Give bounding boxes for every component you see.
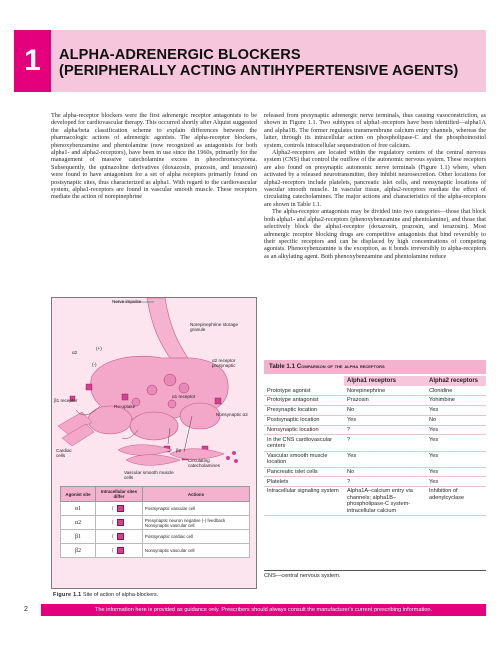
terminal-bulb-left [88, 406, 132, 434]
table-cell: Yes [426, 425, 486, 435]
legend-row [61, 530, 250, 544]
legend-row [61, 516, 250, 530]
figure-1-1 [51, 297, 257, 589]
paragraph: The alpha-receptor antagonists may be divided into two categories—those that block both alpha1- and alpha2-receptors (phenoxybenzamine and phentolamine), and those that selectively block the alpha1-receptor (doxazosin, prazosin, and terazosin). Most adrenergic receptor blocking drugs are competitive antagonists that bind reversibly to their specific receptors and can be displaced by high concentrations of competing agonists. Phenoxybenzamine is the exception, as it bonds irreversibly to alpha-receptors as an alkylating agent. Both phenoxybenzamine and phentolamine reduce [264, 208, 486, 260]
title-line-1: ALPHA-ADRENERGIC BLOCKERS [59, 47, 301, 63]
granule [168, 400, 176, 408]
legend-brace: { [96, 502, 143, 516]
receptor-alpha2-pre [86, 384, 92, 390]
label-alpha2: α2 [72, 350, 78, 355]
label-beta2: β2 [176, 448, 182, 453]
figure-legend-table [60, 486, 250, 558]
table-cell: Yes [344, 451, 426, 467]
terminal-bulb-right [180, 403, 220, 429]
nerve-axon [147, 298, 188, 358]
label-alpha1-receptor: α1 receptor [172, 394, 196, 399]
legend-brace: { [96, 516, 143, 530]
chapter-number-tab: 1 [14, 30, 51, 92]
table-row-label: Intracellular signaling system [264, 487, 344, 516]
legend-row [61, 544, 250, 558]
table-title-bar [264, 360, 486, 374]
table-cell: Yes [426, 467, 486, 477]
label-storage-granule: Norepinephrine storage granule [190, 322, 239, 333]
legend-row [61, 502, 250, 516]
page-number: 2 [24, 606, 28, 613]
table-cell: ? [344, 435, 426, 451]
table-cell: No [344, 467, 426, 477]
paragraph: Alpha2-receptors are located within the regulatory centers of the central nervous system (CNS) that control the outflow of the autonomic nervous system. These receptors are also found on presynaptic autonomic nerve terminals (Figure 1.1) where, when activated by a released neurotransmitter, they inhibit neurosecretion. Other locations for alpha2-receptors include platelets, pancreatic islet cells, and nonsynaptic locations of vascular smooth muscle. In vascular tissue, alpha2-receptors mediate the effect of circulating catecholamines. The major actions and characteristics of the alpha-receptors are shown in Table 1.1. [264, 149, 486, 208]
table-row [264, 467, 486, 477]
table-cell: Prazosin [344, 396, 426, 406]
granule [164, 374, 176, 386]
table-row-label: Platelets [264, 477, 344, 487]
table-row [264, 425, 486, 435]
table-title: Comparison of the alpha receptors [296, 363, 385, 370]
paragraph: released from presynaptic adrenergic nerve terminals, thus causing vasoconstriction, as shown in Figure 1.1. Two subtypes of alpha1-receptors have been identified—alpha1A and alpha1B. The former regulates transmembrane calcium entry channels, whereas the latter, through its intracellular action on phospholipase-C and the phosphoinositol system, controls intracellular sequestration of free calcium. [264, 112, 486, 149]
table-cell: Yes [426, 477, 486, 487]
table-row [264, 415, 486, 425]
table-cell: Alpha1A–calcium entry via channels; alpha1B–phospholipase-C system- intracellular calcium [344, 487, 426, 516]
label-beta1-receptor: β1 receptor [54, 398, 78, 403]
table-header: Alpha2 receptors [426, 376, 486, 386]
table-cell: ? [344, 477, 426, 487]
table-cell: Yes [426, 435, 486, 451]
legend-brace: { [96, 530, 143, 544]
table-row [264, 386, 486, 395]
granule [147, 385, 157, 395]
table-cell: ? [344, 425, 426, 435]
figure-caption [53, 592, 158, 598]
label-plus: (+) [96, 346, 102, 351]
table-cell: Yes [344, 415, 426, 425]
table-cell: Inhibition of adenylcyclase [426, 487, 486, 516]
label-circulating-catecholamines: Circulating catecholamines [188, 458, 220, 469]
table-row-label: Prototype agonist [264, 386, 344, 395]
legend-site: β1 [61, 530, 96, 544]
figure-caption-text: Site of action of alpha-blockers. [82, 592, 159, 598]
table-header-row [264, 376, 486, 386]
label-nerve-impulse: Nerve impulse [112, 299, 142, 304]
figure-caption-label: Figure 1.1 [53, 592, 82, 598]
legend-header: Actions [142, 487, 249, 502]
table-cell: Clonidine [426, 386, 486, 395]
label-minus: (-) [92, 362, 97, 367]
table-row-label: Prototype antagonist [264, 396, 344, 406]
table-row [264, 405, 486, 415]
comparison-table [264, 376, 486, 516]
legend-action: Presynaptic neuron negative (-) feedback Nonsynaptic vascular cell [142, 516, 249, 530]
body-column-left [51, 112, 257, 201]
table-row-label: Presynaptic location [264, 405, 344, 415]
table-row [264, 396, 486, 406]
receptor [122, 394, 128, 400]
table-label: Table 1.1 [269, 363, 296, 370]
legend-action: Nonsynaptic vascular cell [142, 544, 249, 558]
table-row [264, 477, 486, 487]
legend-site: α1 [61, 502, 96, 516]
table-cell: Yes [426, 405, 486, 415]
footer-disclaimer: The information here is provided as guidance only. Prescribers should always consult the manufacturer's current prescribing information. [41, 604, 486, 616]
catecholamine-dot [234, 459, 238, 463]
title-line-2: (PERIPHERALLY ACTING ANTIHYPERTENSIVE AGENTS) [59, 63, 459, 79]
table-header: Alpha1 receptors [344, 376, 426, 386]
table-row-label: Vascular smooth muscle location [264, 451, 344, 467]
legend-site: β2 [61, 544, 96, 558]
paragraph: The alpha-receptor blockers were the first adrenergic receptor antagonists to be developed for cardiovascular therapy. This occurred shortly after Alquist suggested the alpha/beta classification scheme to explain differences between the pharmacologic actions of adrenergic agonists. The alpha-receptor blockers, phenoxybenzamine and phentolamine (now recognized as antagonists for both alpha1- and alpha2-receptors), have been in use since the 1960s, primarily for the management of massive catecholamine excess in pheochromocytoma. Subsequently, the quinazoline derivatives (doxazosin, prazosin, and terazosin) were found to have antagonism for a set of alpha receptors primarily found on postsynaptic sites, thus characterized as alpha1. With regard to the cardiovascular system, alpha1-receptors are found in vascular smooth muscle. These receptors mediate the action of norepinephrine [51, 112, 257, 201]
table-cell: No [344, 405, 426, 415]
table-cell: No [426, 415, 486, 425]
body-column-right [264, 112, 486, 260]
table-row-label: Nonsynaptic location [264, 425, 344, 435]
legend-brace: { [96, 544, 143, 558]
table-row-label: Postsynaptic location [264, 415, 344, 425]
smooth-muscle-cell [126, 455, 180, 466]
legend-action: Postsynaptic cardiac cell [142, 530, 249, 544]
legend-header: Agonist site [61, 487, 96, 502]
table-row-label: In the CNS cardiovascular centers [264, 435, 344, 451]
table-row [264, 487, 486, 516]
label-alpha2-presynaptic: α2 receptor presynaptic [212, 358, 236, 369]
label-nonsynaptic: Nonsynaptic α2 [216, 412, 248, 417]
receptor-alpha2-pre [215, 398, 221, 404]
table-row [264, 451, 486, 467]
table-row [264, 435, 486, 451]
label-cardiac-cells: Cardiac cells [56, 448, 72, 459]
granule [179, 383, 189, 393]
legend-action: Postsynaptic vascular cell [142, 502, 249, 516]
label-reuptake: Re-uptake [114, 404, 136, 409]
terminal-bulb-middle [130, 412, 178, 440]
catecholamine-dot [232, 451, 236, 455]
table-header [264, 376, 344, 386]
table-cell: Norepinephrine [344, 386, 426, 395]
legend-header: Intracellular sites differ [96, 487, 143, 502]
table-footnote: CNS—central nervous system. [264, 570, 486, 579]
label-vascular-smooth-muscle: Vascular smooth muscle cells [124, 470, 174, 481]
table-row-label: Pancreatic islet cells [264, 467, 344, 477]
table-cell: Yohimbine [426, 396, 486, 406]
legend-site: α2 [61, 516, 96, 530]
table-cell: Yes [426, 451, 486, 467]
page-title [59, 47, 484, 79]
